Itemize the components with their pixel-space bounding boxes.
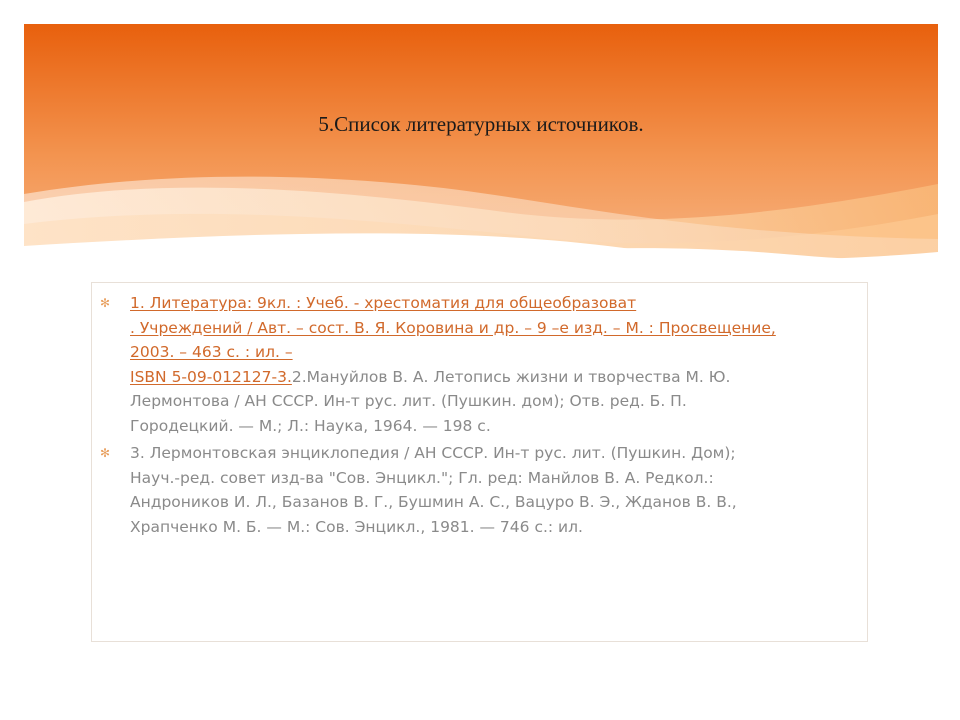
bibliography-item xyxy=(100,441,855,539)
reference-text: Городецкий. — М.; Л.: Наука, 1964. — 198 с. xyxy=(130,416,491,435)
reference-text: Андроников И. Л., Базанов В. Г., Бушмин А. С., Вацуро В. Э., Жданов В. В., xyxy=(130,493,737,511)
reference-link[interactable]: 2003. – 463 с. : ил. – xyxy=(130,343,293,361)
reference-text: Лермонтова / АН СССР. Ин-т рус. лит. (Пушкин. дом); Отв. ред. Б. П. xyxy=(130,392,687,410)
reference-link[interactable]: . Учреждений / Авт. – сост. В. Я. Коровина и др. – 9 –е изд. – М. : Просвещение, xyxy=(130,318,776,337)
reference-link[interactable]: 1. Литература: 9кл. : Учеб. - хрестоматия для общеобразоват xyxy=(130,294,637,312)
slide-header-banner xyxy=(24,24,938,264)
reference-text: Храпченко М. Б. — М.: Сов. Энцикл., 1981. — 746 с.: ил. xyxy=(130,517,583,536)
asterisk-bullet-icon: ✻ xyxy=(100,446,111,460)
isbn-link[interactable]: ISBN 5-09-012127-3. xyxy=(130,367,292,386)
content-placeholder xyxy=(91,282,868,642)
bibliography-item xyxy=(100,291,855,438)
reference-text: 3. Лермонтовская энциклопедия / АН СССР. Ин-т рус. лит. (Пушкин. Дом); xyxy=(130,444,736,462)
reference-text: Науч.-ред. совет изд-ва "Сов. Энцикл."; Гл. ред: Манйлов В. А. Редкол.: xyxy=(130,468,714,487)
asterisk-bullet-icon: ✻ xyxy=(100,296,111,310)
reference-text: 2.Мануйлов В. А. Летопись жизни и творчества М. Ю. xyxy=(291,367,731,386)
slide-title: 5.Список литературных источников. xyxy=(318,112,644,136)
orange-wave-background xyxy=(24,24,938,264)
